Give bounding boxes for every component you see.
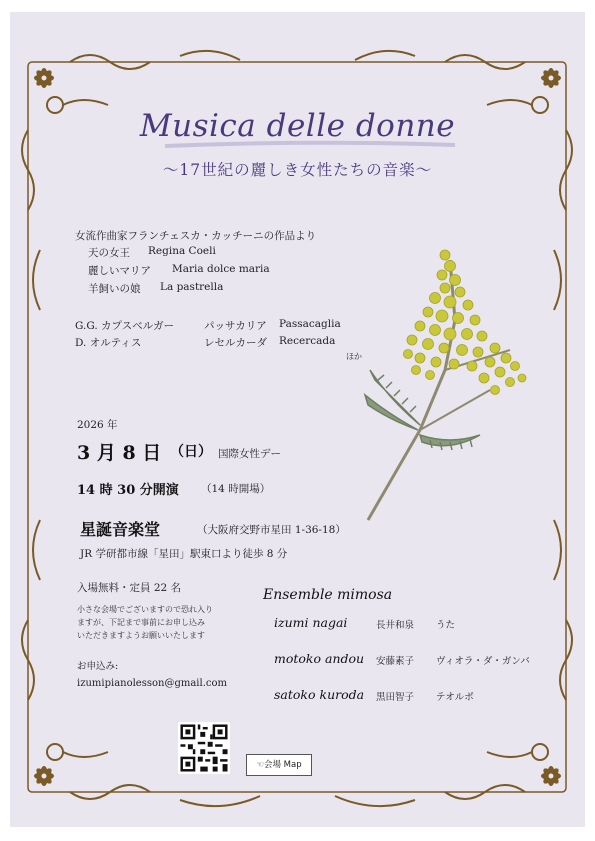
program-intro: 女流作曲家フランチェスカ・カッチーニの作品より bbox=[75, 230, 317, 242]
work-title-ja: レセルカーダ bbox=[204, 337, 267, 349]
venue-name: 星誕音楽堂 bbox=[80, 520, 161, 539]
subtitle: 〜17世紀の麗しき女性たちの音楽〜 bbox=[162, 161, 433, 179]
work-title-ja: 麗しいマリア bbox=[88, 265, 151, 277]
member-kanji: 安藤素子 bbox=[376, 656, 415, 667]
member-kanji: 黒田智子 bbox=[376, 692, 415, 703]
work-title-ja: 羊飼いの娘 bbox=[88, 283, 141, 295]
work-title-it: La pastrella bbox=[160, 281, 224, 293]
member-romaji: izumi nagai bbox=[274, 615, 348, 630]
member-kanji: 長井和泉 bbox=[376, 620, 415, 631]
venue-map-button[interactable]: ☜会場 Map bbox=[246, 754, 312, 776]
member-part: ヴィオラ・ダ・ガンバ bbox=[436, 656, 530, 667]
work-title-it: Recercada bbox=[279, 335, 336, 347]
admission-fee: 入場無料・定員 22 名 bbox=[77, 582, 182, 594]
admission-note: 小さな会場でございますので恐れ入り bbox=[77, 605, 213, 614]
member-part: テオルボ bbox=[436, 692, 474, 703]
event-time: 14 時 30 分開演 bbox=[77, 483, 179, 498]
composer: D. オルティス bbox=[75, 337, 142, 349]
title-brush-stroke bbox=[160, 138, 460, 152]
admission-note: いただきますようお願いいたします bbox=[77, 631, 205, 640]
work-title-ja: パッサカリア bbox=[204, 320, 267, 332]
event-year: 2026 年 bbox=[77, 419, 118, 431]
apply-label: お申込み: bbox=[77, 661, 119, 672]
member-part: うた bbox=[436, 620, 456, 631]
composer: G.G. カプスベルガー bbox=[75, 320, 175, 332]
work-title-it: Regina Coeli bbox=[148, 245, 216, 257]
admission-note: ますが、下記まで事前にお申し込み bbox=[77, 618, 205, 627]
member-romaji: satoko kuroda bbox=[274, 687, 365, 702]
event-day-note: 国際女性デー bbox=[218, 448, 281, 460]
member-romaji: motoko andou bbox=[274, 651, 365, 666]
etc-note: ほか bbox=[346, 352, 362, 361]
qr-code-icon[interactable] bbox=[178, 722, 230, 774]
mimosa-illustration bbox=[350, 230, 540, 530]
venue-access: JR 学研都市線「星田」駅東口より徒歩 8 分 bbox=[80, 548, 288, 560]
contact-email[interactable]: izumipianolesson@gmail.com bbox=[77, 678, 227, 689]
ensemble-name: Ensemble mimosa bbox=[263, 587, 393, 603]
event-date: 3 月 8 日 bbox=[77, 442, 162, 464]
work-title-ja: 天の女王 bbox=[88, 247, 130, 259]
work-title-it: Passacaglia bbox=[279, 318, 341, 330]
event-doors: （14 時開場） bbox=[201, 483, 271, 495]
work-title-it: Maria dolce maria bbox=[172, 263, 270, 275]
venue-address: （大阪府交野市星田 1-36-18） bbox=[197, 524, 346, 536]
event-weekday: （日） bbox=[170, 444, 212, 460]
page-title: Musica delle donne bbox=[139, 108, 456, 144]
